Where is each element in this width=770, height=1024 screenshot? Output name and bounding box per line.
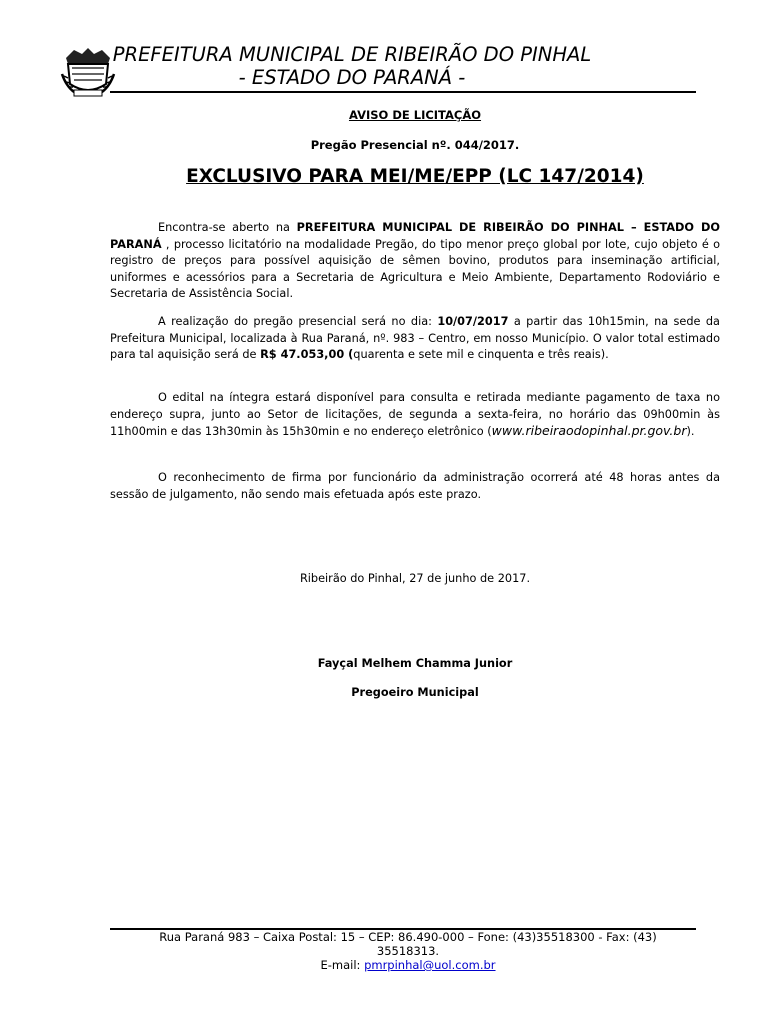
paragraph-firma: O reconhecimento de firma por funcionário da administração ocorrerá até 48 horas antes da sessão de julgamento, não sendo mais efetuada após este prazo.: [110, 471, 720, 501]
paragraph-date-value: A realização do pregão presencial será no dia: 10/07/2017 a partir das 10h15min, na sede da Prefeitura Municipal, localizada à Rua Paraná, nº. 983 – Centro, em nosso Município. O valor total estimado para tal aquisição será de R$ 47.053,00 (quarenta e sete mil e cinquenta e três reais).: [110, 315, 720, 361]
date-line: Ribeirão do Pinhal, 27 de junho de 2017.: [299, 572, 531, 585]
signer-role: Pregoeiro Municipal: [351, 686, 479, 699]
email-label: E-mail:: [320, 958, 365, 972]
paragraph-edital: O edital na íntegra estará disponível para consulta e retirada mediante pagamento de taxa no endereço supra, junto ao Setor de licitações, de segunda a sexta-feira, no horário das 09h00min às 11h00min e das 13h30min às 15h30min e no endereço eletrônico (www.ribeiraodopinhal.pr.gov.br).: [110, 391, 720, 438]
notice-heading: AVISO DE LICITAÇÃO: [348, 108, 482, 122]
paragraph-opening: Encontra-se aberto na PREFEITURA MUNICIPAL DE RIBEIRÃO DO PINHAL – ESTADO DO PARANÁ , processo licitatório na modalidade Pregão, do tipo menor preço global por lote, cujo objeto é o registro de preços para possível aquisição de sêmen bovino, produtos para inseminação artificial, uniformes e acessórios para a Secretaria de Agricultura e Meio Ambiente, Departamento Rodoviário e Secretaria de Assistência Social.: [110, 221, 720, 300]
footer-fax: 35518313.: [376, 944, 440, 958]
footer-address: Rua Paraná 983 – Caixa Postal: 15 – CEP: 86.490-000 – Fone: (43)35518300 - Fax: (43): [159, 930, 657, 944]
website-link[interactable]: www.ribeiraodopinhal.pr.gov.br: [491, 423, 687, 438]
footer-email-line: [110, 958, 706, 972]
signer-name: Fayçal Melhem Chamma Junior: [317, 657, 513, 670]
header-title: PREFEITURA MUNICIPAL DE RIBEIRÃO DO PINHAL: [112, 43, 592, 66]
header-subtitle: - ESTADO DO PARANÁ -: [238, 66, 466, 89]
pregao-number: Pregão Presencial nº. 044/2017.: [310, 138, 520, 152]
exclusive-banner: EXCLUSIVO PARA MEI/ME/EPP (LC 147/2014): [186, 166, 644, 187]
header-divider: [110, 91, 696, 93]
email-link[interactable]: pmrpinhal@uol.com.br: [364, 958, 496, 972]
